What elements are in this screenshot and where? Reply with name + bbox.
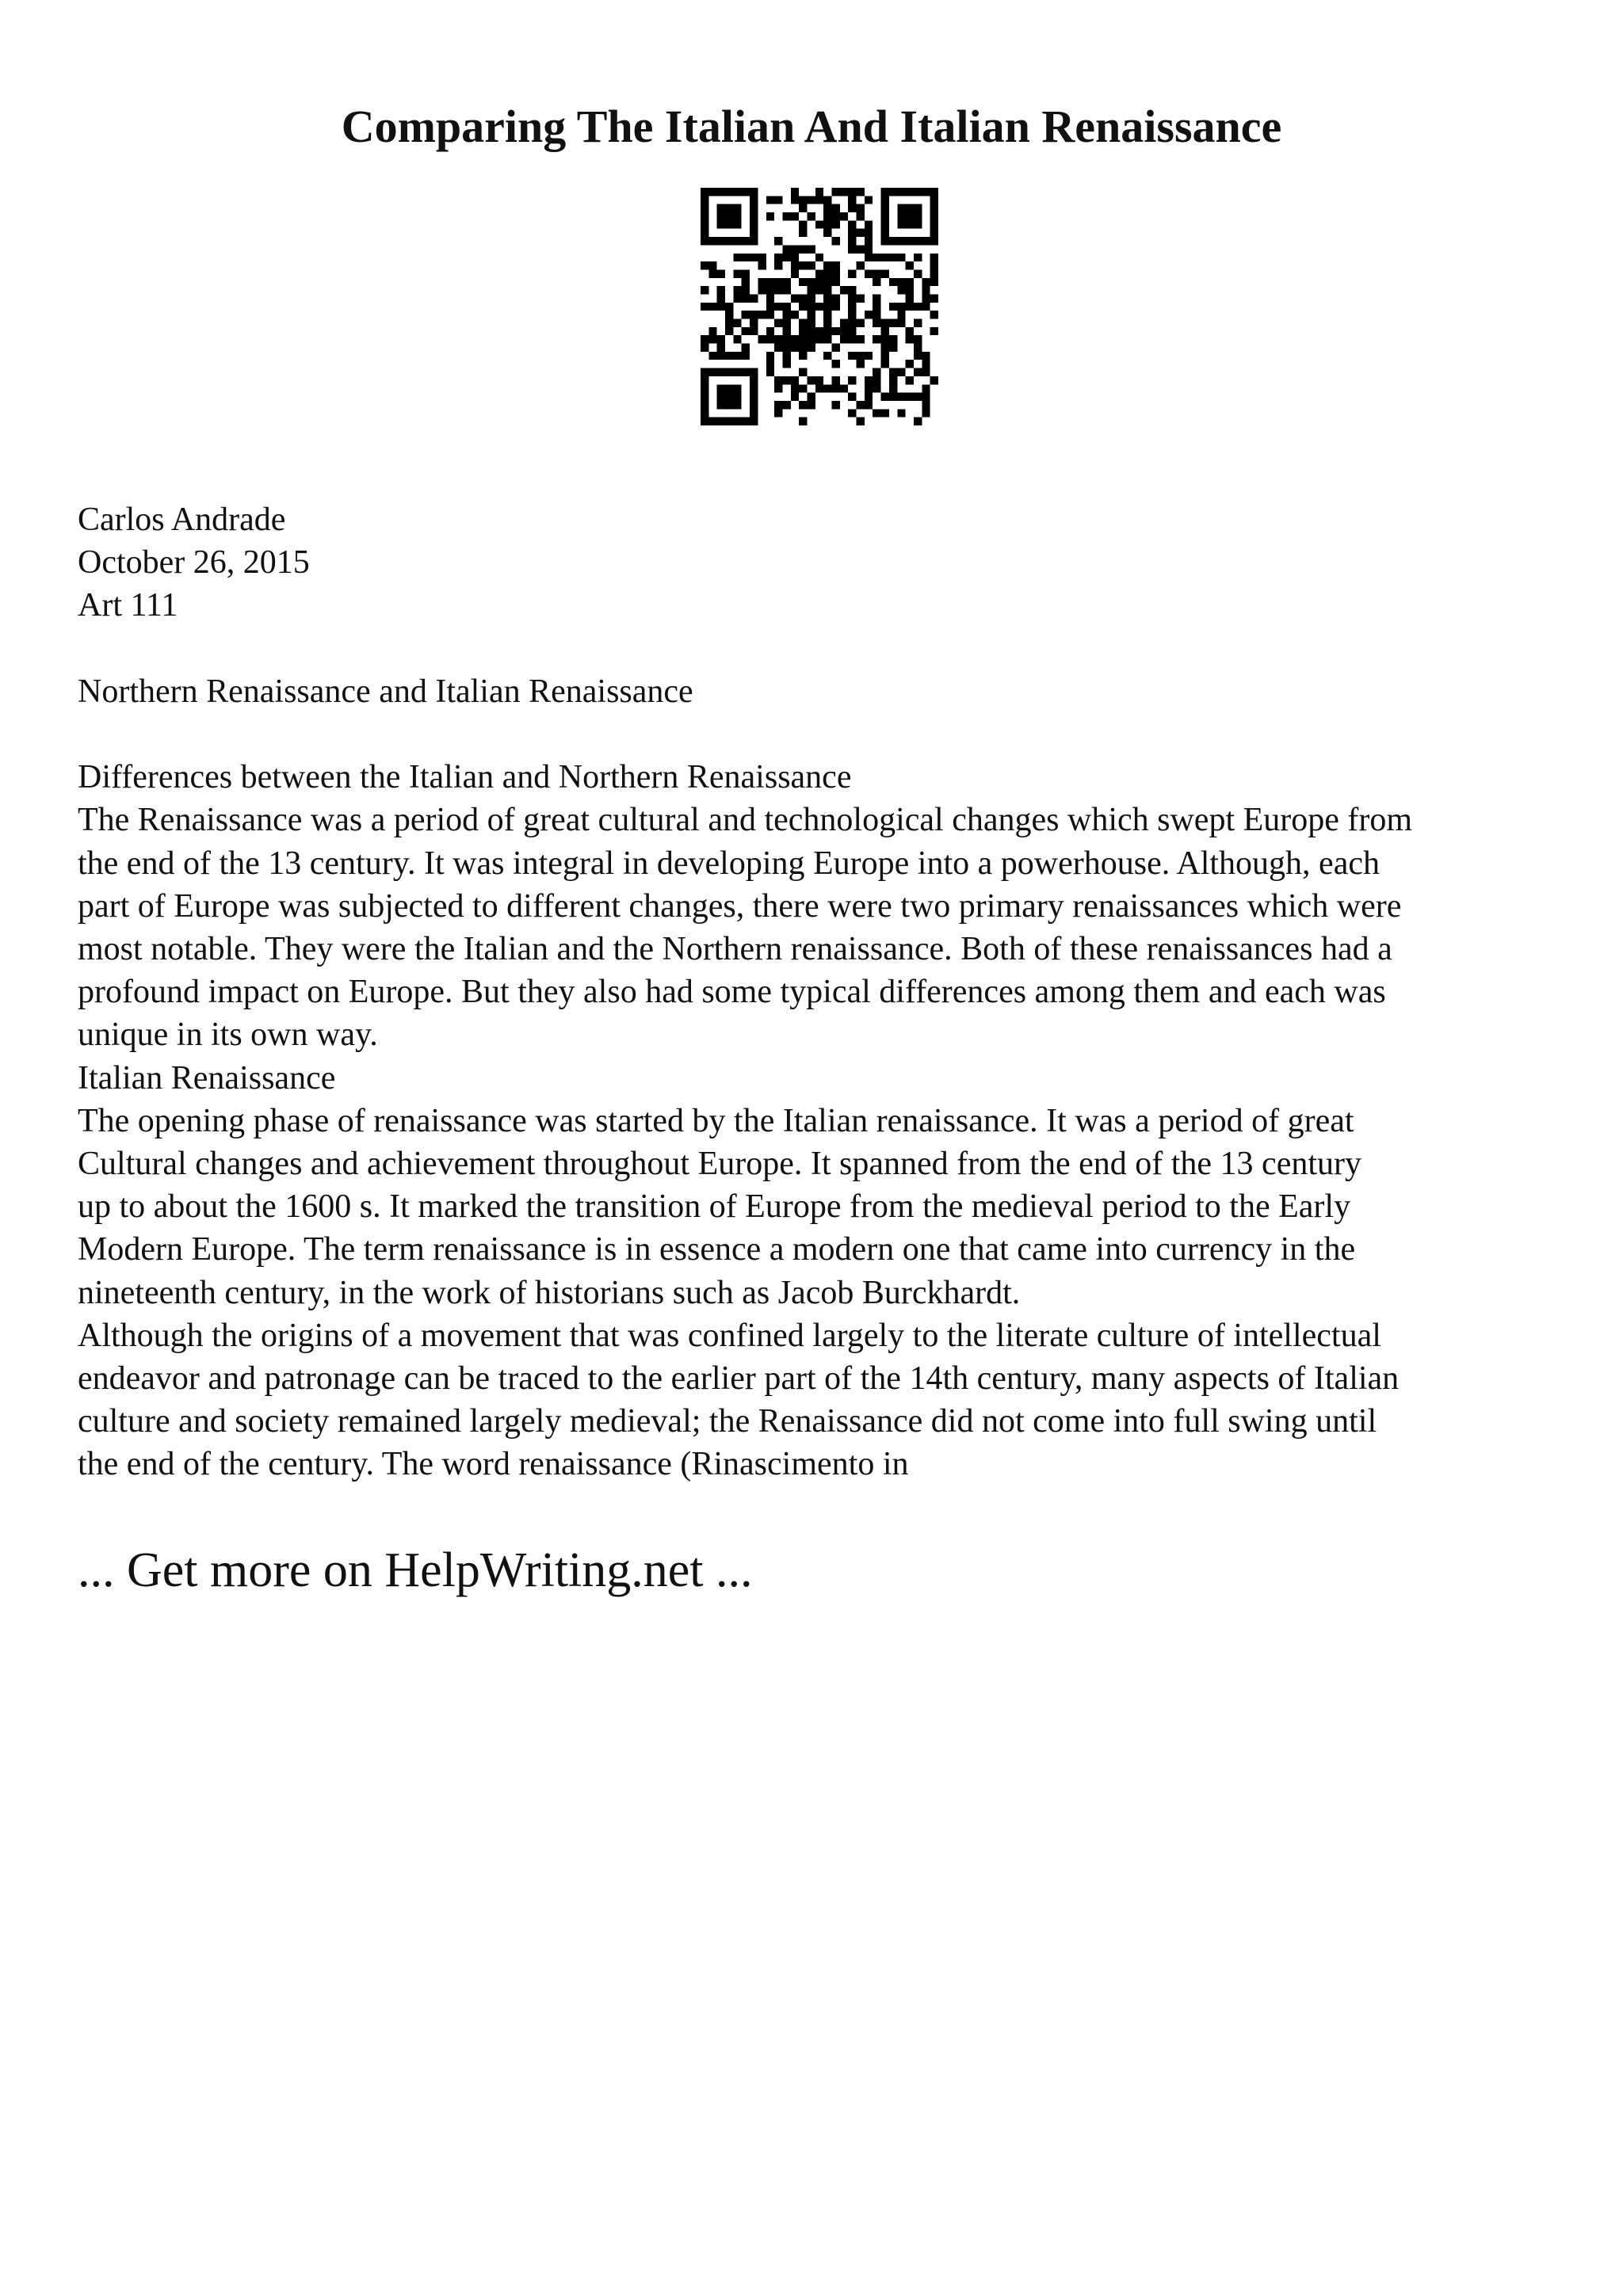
- course-name: Art 111: [78, 587, 178, 624]
- body-line: profound impact on Europe. But they also had some typical differences among them and each was: [78, 974, 1386, 1011]
- body-line: unique in its own way.: [78, 1016, 378, 1054]
- author-name: Carlos Andrade: [78, 502, 286, 538]
- body-line: Although the origins of a movement that was confined largely to the literate culture of intellectual: [78, 1317, 1381, 1354]
- body-line: Cultural changes and achievement throughout Europe. It spanned from the end of the 13 century: [78, 1146, 1361, 1183]
- document-title: Comparing The Italian And Italian Renaissance: [341, 101, 1282, 152]
- spacer: [78, 713, 1583, 756]
- body-line: Modern Europe. The term renaissance is in essence a modern one that came into currency in the: [78, 1231, 1356, 1268]
- spacer: [78, 627, 1583, 670]
- body-line: part of Europe was subjected to different changes, there were two primary renaissances which were: [78, 887, 1402, 925]
- get-more-link[interactable]: ... Get more on HelpWriting.net ...: [78, 1543, 753, 1597]
- body-line: The opening phase of renaissance was started by the Italian renaissance. It was a period of great: [78, 1102, 1354, 1139]
- body-line: culture and society remained largely medieval; the Renaissance did not come into full swing until: [78, 1403, 1377, 1440]
- body-line: the end of the 13 century. It was integral in developing Europe into a powerhouse. Although, each: [78, 845, 1380, 882]
- body-line: up to about the 1600 s. It marked the transition of Europe from the medieval period to the Early: [78, 1188, 1351, 1226]
- qr-code-icon: [701, 188, 938, 425]
- document-date: October 26, 2015: [78, 544, 310, 582]
- section-heading: Italian Renaissance: [78, 1059, 336, 1097]
- document-subtitle: Northern Renaissance and Italian Renaissance: [78, 673, 693, 710]
- body-line: the end of the century. The word renaissance (Rinascimento in: [78, 1446, 909, 1483]
- body-line: endeavor and patronage can be traced to the earlier part of the 14th century, many aspects of Italian: [78, 1360, 1400, 1398]
- body-line: The Renaissance was a period of great cultural and technological changes which swept Europe from: [78, 802, 1413, 839]
- body-line: Differences between the Italian and Northern Renaissance: [78, 759, 852, 796]
- body-line: nineteenth century, in the work of historians such as Jacob Burckhardt.: [78, 1274, 1021, 1311]
- body-line: most notable. They were the Italian and the Northern renaissance. Both of these renaissances had a: [78, 931, 1392, 967]
- document-body: [78, 498, 1583, 1486]
